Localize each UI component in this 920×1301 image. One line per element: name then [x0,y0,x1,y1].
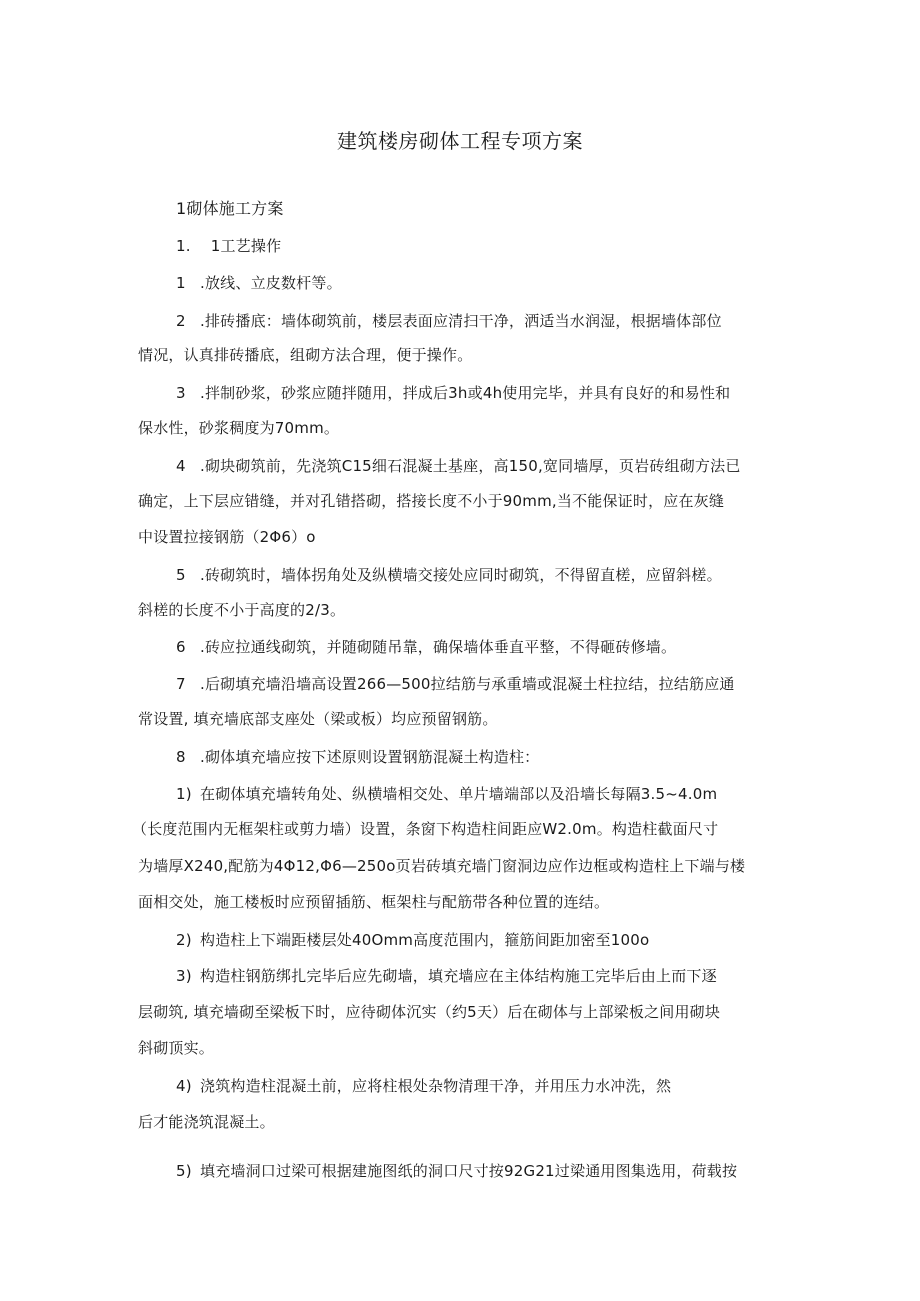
list-item [176,310,722,332]
sub-item-number: 5) [176,1162,192,1180]
sub-item-text: 填充墙洞口过梁可根据建施图纸的洞口尺寸按92G21过梁通用图集选用，荷载按 [200,1162,738,1180]
item-continuation: 后才能浇筑混凝土。 [138,1113,275,1131]
item-number: 4 [176,457,186,475]
item-continuation: 情况，认真排砖播底，组砌方法合理，便于操作。 [138,346,473,364]
item-continuation: 保水性，砂浆稠度为70mm。 [138,419,340,437]
item-continuation: 斜砌顶实。 [138,1039,215,1057]
item-text: .砌体填充墙应按下述原则设置钢筋混凝土构造柱： [200,748,540,766]
item-number: 1 [176,274,186,292]
item-number: 2 [176,312,186,330]
sub-item-text: 浇筑构造柱混凝土前，应将柱根处杂物清理干净，并用压力水冲洗，然 [200,1077,672,1095]
item-number: 3 [176,384,186,402]
item-number: 7 [176,675,186,693]
sub-item-text: 在砌体填充墙转角处、纵横墙相交处、单片墙端部以及沿墙长每隔3.5~4.0m [200,785,718,803]
list-item [176,636,676,658]
item-continuation: 斜槎的长度不小于高度的2/3。 [138,601,346,619]
item-text: .砖应拉通线砌筑，并随砌随吊靠，确保墙体垂直平整，不得砸砖修墙。 [200,638,677,656]
item-number: 6 [176,638,186,656]
item-continuation: 中设置拉接钢筋（2Φ6）o [138,528,316,546]
sub-item-number: 1) [176,785,192,803]
sub-item-text: 构造柱上下端距楼层处40Omm高度范围内，箍筋间距加密至100o [200,931,650,949]
subsection-title: 1工艺操作 [210,237,282,255]
item-continuation: 确定，上下层应错缝，并对孔错搭砌，搭接长度不小于90mm,当不能保证时，应在灰缝 [138,492,725,510]
list-item [176,455,741,477]
item-text: .排砖播底：墙体砌筑前，楼层表面应清扫干净，洒适当水润湿，根据墙体部位 [200,312,722,330]
item-text: .后砌填充墙沿墙高设置266—500拉结筋与承重墙或混凝土柱拉结，拉结筋应通 [200,675,735,693]
sub-list-item [176,1075,671,1097]
list-item [176,382,730,404]
sub-item-number: 3) [176,967,192,985]
item-text: .砖砌筑时，墙体拐角处及纵横墙交接处应同时砌筑，不得留直槎，应留斜槎。 [200,566,722,584]
item-text: .放线、立皮数杆等。 [200,274,342,292]
subsection-number: 1. [176,237,191,255]
sub-item-text: 构造柱钢筋绑扎完毕后应先砌墙，填充墙应在主体结构施工完毕后由上而下逐 [200,967,717,985]
document-title: 建筑楼房砌体工程专项方案 [337,129,583,153]
section-heading: 1砌体施工方案 [176,199,284,218]
item-continuation: 层砌筑, 填充墙砌至梁板下时，应待砌体沉实（约5天）后在砌体与上部梁板之间用砌块 [138,1003,721,1021]
item-continuation: 为墙厚X240,配筋为4Φ12,Φ6—250o页岩砖填充墙门窗洞边应作边框或构造柱上下端与楼 [138,857,746,875]
item-continuation: （长度范围内无框架柱或剪力墙）设置，条窗下构造柱间距应W2.0m。构造柱截面尺寸 [132,820,719,838]
item-continuation: 面相交处，施工楼板时应预留插筋、框架柱与配筋带各种位置的连结。 [138,893,610,911]
item-text: .拌制砂浆，砂浆应随拌随用，拌成后3h或4h使用完毕，并具有良好的和易性和 [200,384,731,402]
list-item [176,673,735,695]
sub-item-number: 4) [176,1077,192,1095]
sub-list-item [176,965,717,987]
sub-item-number: 2) [176,931,192,949]
sub-list-item [176,1160,737,1182]
list-item [176,746,539,768]
subsection-heading [176,235,281,257]
item-continuation: 常设置, 填充墙底部支座处（梁或板）均应预留钢筋。 [138,710,498,728]
list-item [176,564,722,586]
sub-list-item [176,783,717,805]
item-number: 5 [176,566,186,584]
item-number: 8 [176,748,186,766]
list-item [176,272,342,294]
item-text: .砌块砌筑前，先浇筑C15细石混凝土基座，高150,宽同墙厚，页岩砖组砌方法已 [200,457,741,475]
sub-list-item [176,929,649,951]
